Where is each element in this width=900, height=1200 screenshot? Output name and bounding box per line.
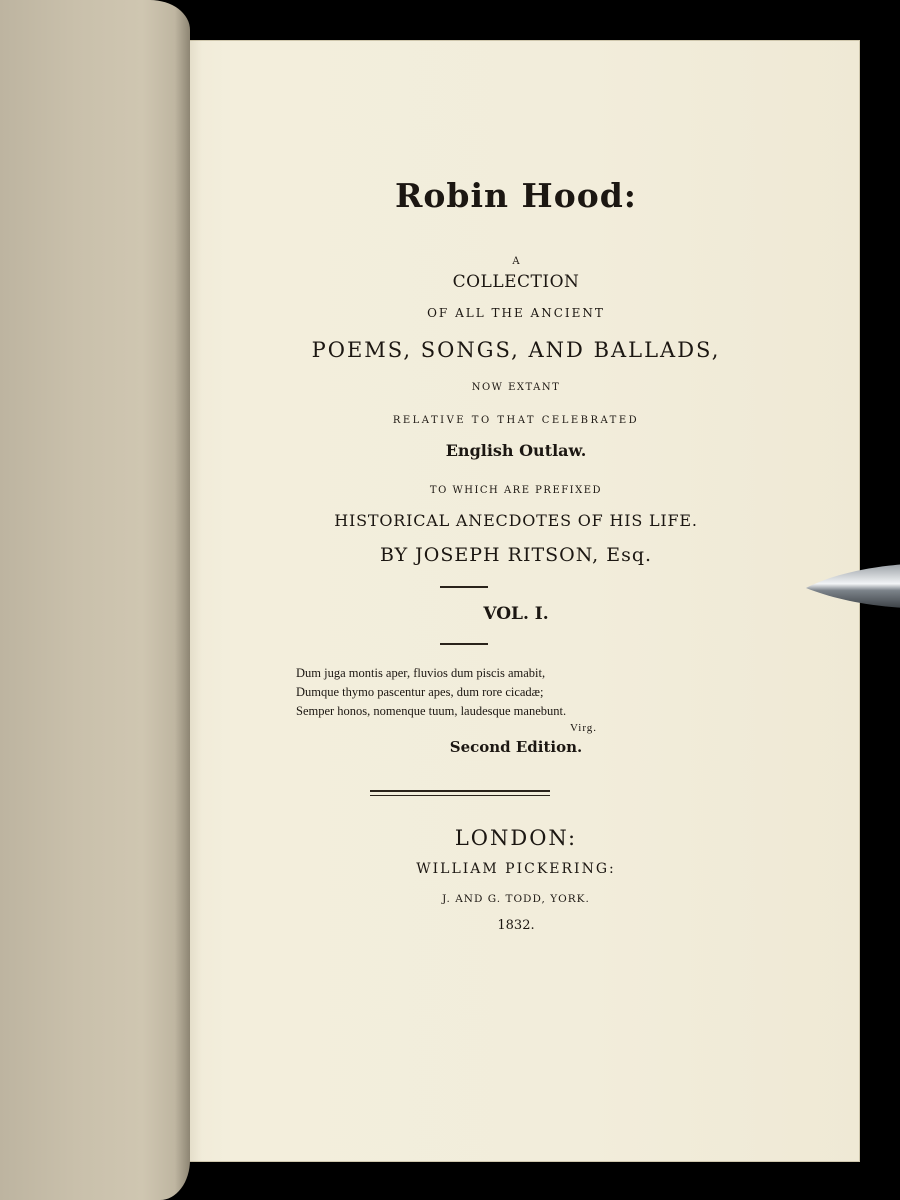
motto: [296, 664, 636, 721]
relative-line: RELATIVE TO THAT CELEBRATED: [392, 415, 640, 426]
main-title: Robin Hood:: [395, 176, 637, 215]
rule-bottom: [440, 643, 488, 645]
of-all-line: OF ALL THE ANCIENT: [427, 306, 605, 320]
double-rule-b: [370, 795, 550, 796]
collection-line: COLLECTION: [452, 272, 580, 292]
publisher-line: WILLIAM PICKERING:: [416, 861, 616, 877]
double-rule-a: [370, 790, 550, 792]
year-line: 1832.: [497, 918, 535, 933]
motto-line-2: Dumque thymo pascentur apes, dum rore cicadæ;: [296, 685, 544, 699]
article-a: A: [512, 256, 520, 267]
now-extant-line: NOW EXTANT: [471, 382, 561, 393]
motto-attribution: Virg.: [570, 722, 598, 734]
rule-top: [440, 586, 488, 588]
facing-leaf: [0, 0, 190, 1200]
edition-line: Second Edition.: [449, 738, 583, 756]
volume-line: VOL. I.: [483, 604, 549, 624]
poems-line: POEMS, SONGS, AND BALLADS,: [311, 338, 721, 362]
title-page-text: [172, 40, 860, 1162]
city-line: LONDON:: [454, 826, 578, 850]
author-line: BY JOSEPH RITSON, Esq.: [379, 544, 653, 566]
motto-line-1: Dum juga montis aper, fluvios dum piscis amabit,: [296, 666, 546, 680]
co-publisher-line: J. AND G. TODD, YORK.: [442, 893, 590, 905]
anecdotes-line: HISTORICAL ANECDOTES OF HIS LIFE.: [334, 511, 698, 530]
motto-line-3: Semper honos, nomenque tuum, laudesque manebunt.: [296, 704, 567, 718]
outlaw-line: English Outlaw.: [445, 441, 587, 460]
prefixed-line: TO WHICH ARE PREFIXED: [429, 485, 603, 496]
